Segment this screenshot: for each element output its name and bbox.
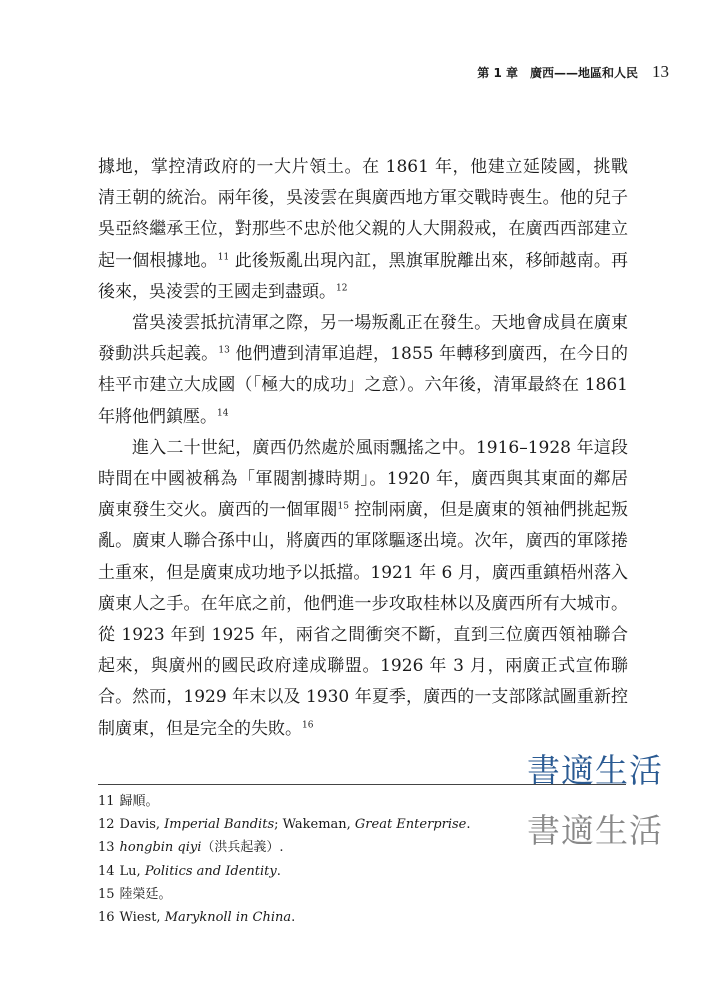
paragraph-2-text-b: 他們遭到清軍追趕，1855 年轉移到廣西，在今日的桂平市建立大成國（「極大的成功」之意）。六年後，清軍最終在 1861 年將他們鎮壓。 [98,344,629,427]
footnote-title: Politics and Identity [144,863,277,879]
footnote-12 [98,813,518,836]
footnote-title: hongbin qiyi [119,840,202,856]
paragraph-3-text-b: 控制兩廣，但是廣東的領袖們挑起叛亂。廣東人聯合孫中山，將廣西的軍隊驅逐出境。次年，廣西的軍隊捲土重來，但是廣東成功地予以抵擋。1921 年 6 月，廣西重鎮梧州落入廣東人之手。在年底之前，他們進一步攻取桂林以及廣西所有大城市。從 1923 年到 1925 年，兩省之間衝突不斷，直到三位廣西領袖聯合起來，與廣州的國民政府達成聯盟。1926 年 3 月，兩廣正式宣佈聯合。然而，1929 年末以及 1930 年夏季，廣西的一支部隊試圖重新控制廣東，但是完全的失敗。 [98,500,629,739]
footnote-13 [98,836,518,859]
footnote-text: 陸榮廷。 [119,886,172,902]
paragraph-1-text-b: 此後叛亂出現內訌，黑旗軍脫離出來，移師越南。再後來，吳淩雲的王國走到盡頭。 [98,250,628,302]
paragraph-3 [98,433,628,745]
footnote-15 [98,883,518,906]
footnote-text: （洪兵起義）. [201,840,284,856]
body-text [98,152,628,745]
chapter-title: 第 1 章 廣西——地區和人民 [477,66,638,80]
footnote-ref-13: 13 [218,345,230,356]
footnote-text: Davis, [119,817,165,833]
footnote-text: . [466,817,471,833]
paragraph-1 [98,152,628,308]
footnote-number: 14 [98,863,115,879]
footnote-ref-16: 16 [302,720,314,730]
footnote-number: 16 [98,910,115,926]
footnote-title: Maryknoll in China [164,910,292,926]
footnotes [98,790,518,929]
footnote-text: Lu, [119,863,145,879]
footnote-number: 11 [98,794,115,809]
footnote-text: 歸順。 [119,794,159,809]
page-number: 13 [652,62,669,81]
footnote-title: Imperial Bandits [164,817,275,833]
footnote-16 [98,906,518,929]
watermark-logo: 書適生活 [527,751,663,790]
running-header [477,62,669,82]
footnote-title: Great Enterprise [354,817,467,833]
paragraph-1-text-a: 據地，掌控清政府的一大片領土。在 1861 年，他建立延陵國，挑戰清王朝的統治。兩年後，吳淩雲在與廣西地方軍交戰時喪生。他的兒子吳亞終繼承王位，對那些不忠於他父親的人大開殺戒，在廣西西部建立起一個根據地。 [98,157,628,271]
footnote-number: 12 [98,817,115,833]
footnote-text: Wiest, [119,910,165,926]
footnote-text: . [276,863,281,879]
footnote-number: 15 [98,886,115,902]
footnote-ref-15: 15 [337,501,349,512]
watermark-logo-shadow: 書適生活 [527,811,663,850]
footnote-ref-11: 11 [217,251,230,262]
footnote-text: ; Wakeman, [274,817,355,833]
paragraph-3-text-a: 進入二十世紀，廣西仍然處於風雨飄搖之中。1916–1928 年這段時間在中國被稱為「軍閥割據時期」。1920 年，廣西與其東面的鄰居廣東發生交火。廣西的一個軍閥 [98,437,628,521]
footnote-divider [98,784,626,785]
footnote-ref-12: 12 [336,283,348,294]
footnote-ref-14: 14 [217,407,229,418]
footnote-11 [98,790,518,813]
footnote-number: 13 [98,840,115,856]
paragraph-2-text-a: 當吳淩雲抵抗清軍之際，另一場叛亂正在發生。天地會成員在廣東發動洪兵起義。 [98,313,628,365]
footnote-14 [98,860,518,883]
footnote-text: . [291,910,296,926]
paragraph-2 [98,308,628,433]
